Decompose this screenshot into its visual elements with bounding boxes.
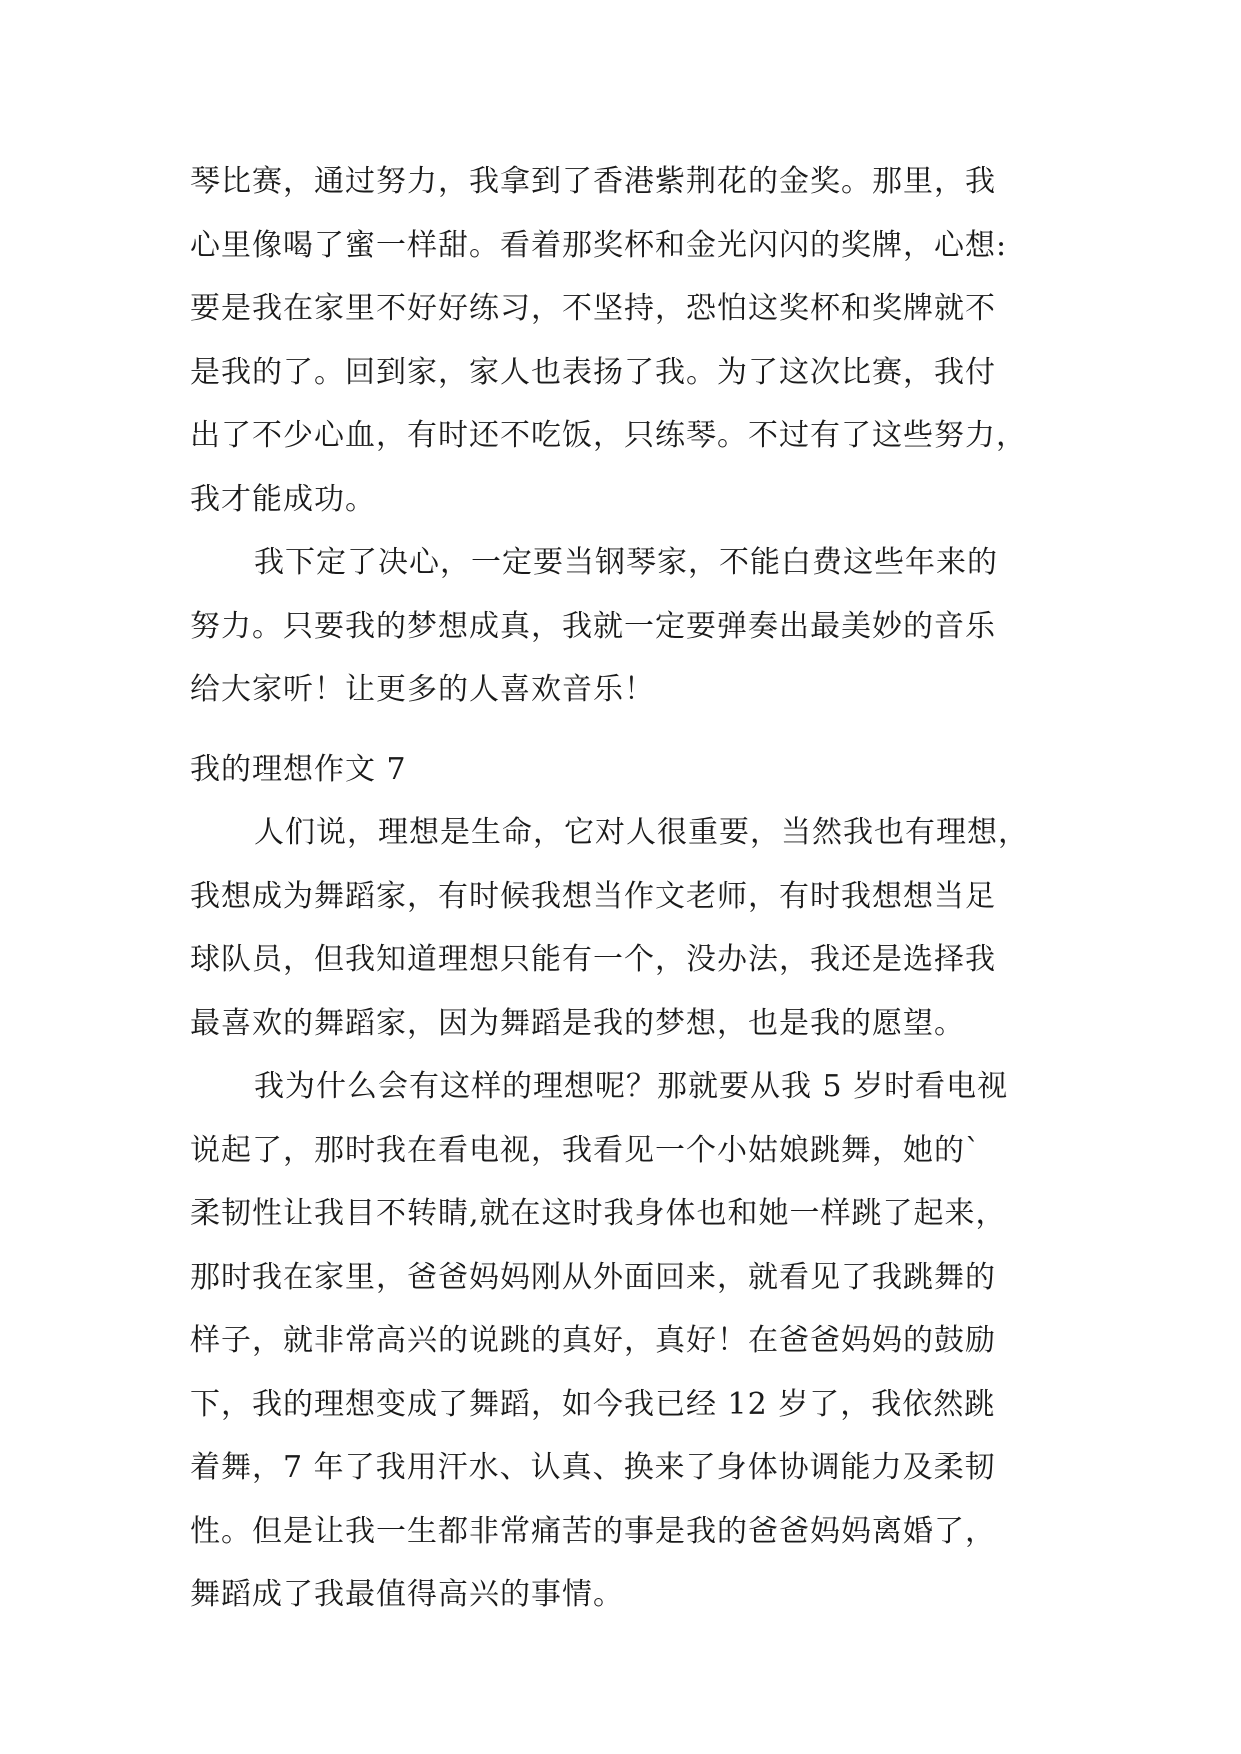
section2-p2-line: 柔韧性让我目不转睛,就在这时我身体也和她一样跳了起来， <box>190 1196 1007 1231</box>
section1-p2-line: 给大家听！让更多的人喜欢音乐！ <box>190 672 655 707</box>
section2-p2-line: 下，我的理想变成了舞蹈，如今我已经 12 岁了，我依然跳 <box>190 1386 996 1422</box>
section2-body <box>190 801 1050 1627</box>
section2-p2-line: 说起了，那时我在看电视，我看见一个小姑娘跳舞，她的` <box>190 1132 981 1168</box>
section1-p1-line: 琴比赛，通过努力，我拿到了香港紫荆花的金奖。那里，我 <box>190 164 996 199</box>
section2-p2-line: 着舞，7 年了我用汗水、认真、换来了身体协调能力及柔韧 <box>190 1450 996 1485</box>
essay-title: 我的理想作文 7 <box>190 752 407 787</box>
section1-p2-line: 我下定了决心，一定要当钢琴家，不能白费这些年来的 <box>254 545 998 580</box>
section2-p2-line: 性。但是让我一生都非常痛苦的事是我的爸爸妈妈离婚了， <box>190 1513 996 1549</box>
section2-p2-line: 样子，就非常高兴的说跳的真好，真好！在爸爸妈妈的鼓励 <box>190 1323 996 1358</box>
section1-p1-line: 要是我在家里不好好练习，不坚持，恐怕这奖杯和奖牌就不 <box>190 291 996 326</box>
section2-p2-line: 舞蹈成了我最值得高兴的事情。 <box>190 1577 624 1612</box>
section2-p1-line: 我想成为舞蹈家，有时候我想当作文老师，有时我想想当足 <box>190 878 996 914</box>
section2-p1-line: 最喜欢的舞蹈家，因为舞蹈是我的梦想，也是我的愿望。 <box>190 1005 965 1041</box>
section2-p2-line: 那时我在家里，爸爸妈妈刚从外面回来，就看见了我跳舞的 <box>190 1259 996 1295</box>
section2-p2-line: 我为什么会有这样的理想呢？那就要从我 5 岁时看电视 <box>254 1069 1009 1104</box>
section1-p2-line: 努力。只要我的梦想成真，我就一定要弹奏出最美妙的音乐 <box>190 608 996 644</box>
section2-p1-line: 人们说，理想是生命，它对人很重要，当然我也有理想， <box>254 815 1029 850</box>
section1-p1-line: 是我的了。回到家，家人也表扬了我。为了这次比赛，我付 <box>190 354 996 390</box>
section1-body <box>190 150 1050 722</box>
section1-p1-line: 我才能成功。 <box>190 481 376 517</box>
section1-p1-line: 出了不少心血，有时还不吃饭，只练琴。不过有了这些努力， <box>190 418 1027 453</box>
section2-p1-line: 球队员，但我知道理想只能有一个，没办法，我还是选择我 <box>190 942 996 977</box>
section1-p1-line: 心里像喝了蜜一样甜。看着那奖杯和金光闪闪的奖牌，心想: <box>190 227 1008 263</box>
